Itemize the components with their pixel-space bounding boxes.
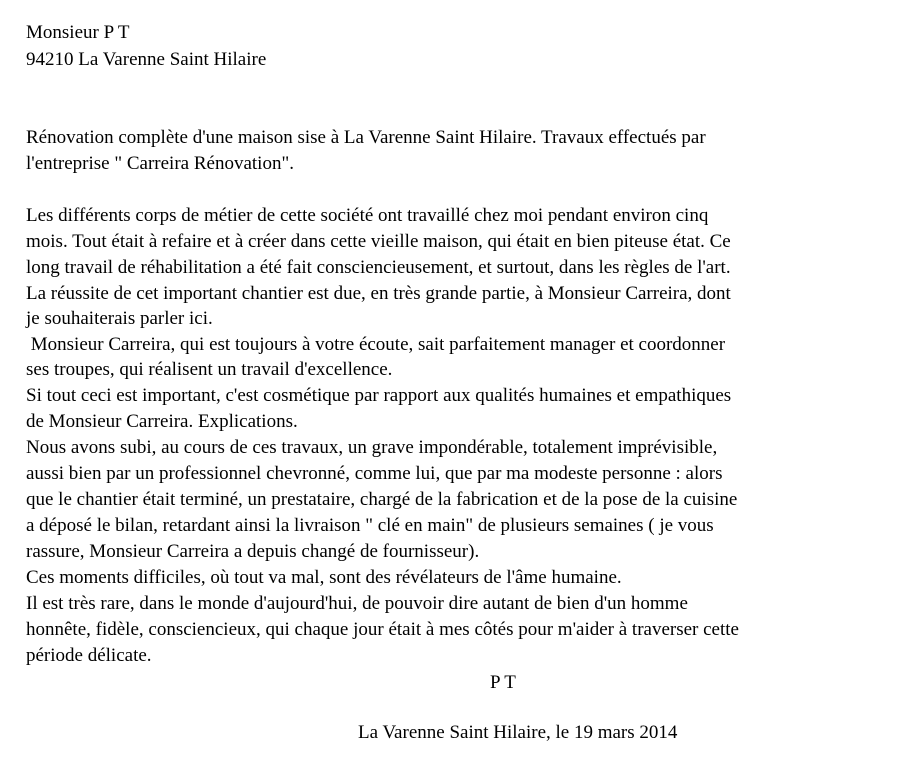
sender-address: 94210 La Varenne Saint Hilaire xyxy=(26,49,267,70)
subject-line-2: l'entreprise " Carreira Rénovation". xyxy=(26,153,294,174)
subject-line-1: Rénovation complète d'une maison sise à La Varenne Saint Hilaire. Travaux effectués par xyxy=(26,127,706,148)
body-line: Les différents corps de métier de cette société ont travaillé chez moi pendant environ cinq xyxy=(26,205,709,226)
signature: P T xyxy=(490,672,516,693)
body-line: Si tout ceci est important, c'est cosmétique par rapport aux qualités humaines et empathiques xyxy=(26,385,732,406)
body-line: a déposé le bilan, retardant ainsi la livraison " clé en main" de plusieurs semaines ( je vous xyxy=(26,515,714,536)
body-line: Il est très rare, dans le monde d'aujourd'hui, de pouvoir dire autant de bien d'un homme xyxy=(26,593,688,614)
body-line: mois. Tout était à refaire et à créer dans cette vieille maison, qui était en bien piteuse état. Ce xyxy=(26,231,731,252)
body-line: La réussite de cet important chantier est due, en très grande partie, à Monsieur Carreira, dont xyxy=(26,283,731,304)
sender-name: Monsieur P T xyxy=(26,22,130,43)
body-line: Nous avons subi, au cours de ces travaux, un grave impondérable, totalement imprévisible, xyxy=(26,437,718,458)
body-line: de Monsieur Carreira. Explications. xyxy=(26,411,298,432)
body-line: honnête, fidèle, consciencieux, qui chaque jour était à mes côtés pour m'aider à traverser cette xyxy=(26,619,739,640)
body-line: Monsieur Carreira, qui est toujours à votre écoute, sait parfaitement manager et coordonner xyxy=(26,334,726,355)
body-line: je souhaiterais parler ici. xyxy=(26,308,213,329)
body-line: Ces moments difficiles, où tout va mal, sont des révélateurs de l'âme humaine. xyxy=(26,567,622,588)
body-line: ses troupes, qui réalisent un travail d'excellence. xyxy=(26,359,393,380)
place-date: La Varenne Saint Hilaire, le 19 mars 2014 xyxy=(358,722,678,743)
body-line: long travail de réhabilitation a été fait consciencieusement, et surtout, dans les règles de l'art. xyxy=(26,257,731,278)
body-line: rassure, Monsieur Carreira a depuis changé de fournisseur). xyxy=(26,541,480,562)
body-line: que le chantier était terminé, un prestataire, chargé de la fabrication et de la pose de la cuisine xyxy=(26,489,738,510)
body-line: aussi bien par un professionnel chevronné, comme lui, que par ma modeste personne : alors xyxy=(26,463,723,484)
body-line: période délicate. xyxy=(26,645,152,666)
